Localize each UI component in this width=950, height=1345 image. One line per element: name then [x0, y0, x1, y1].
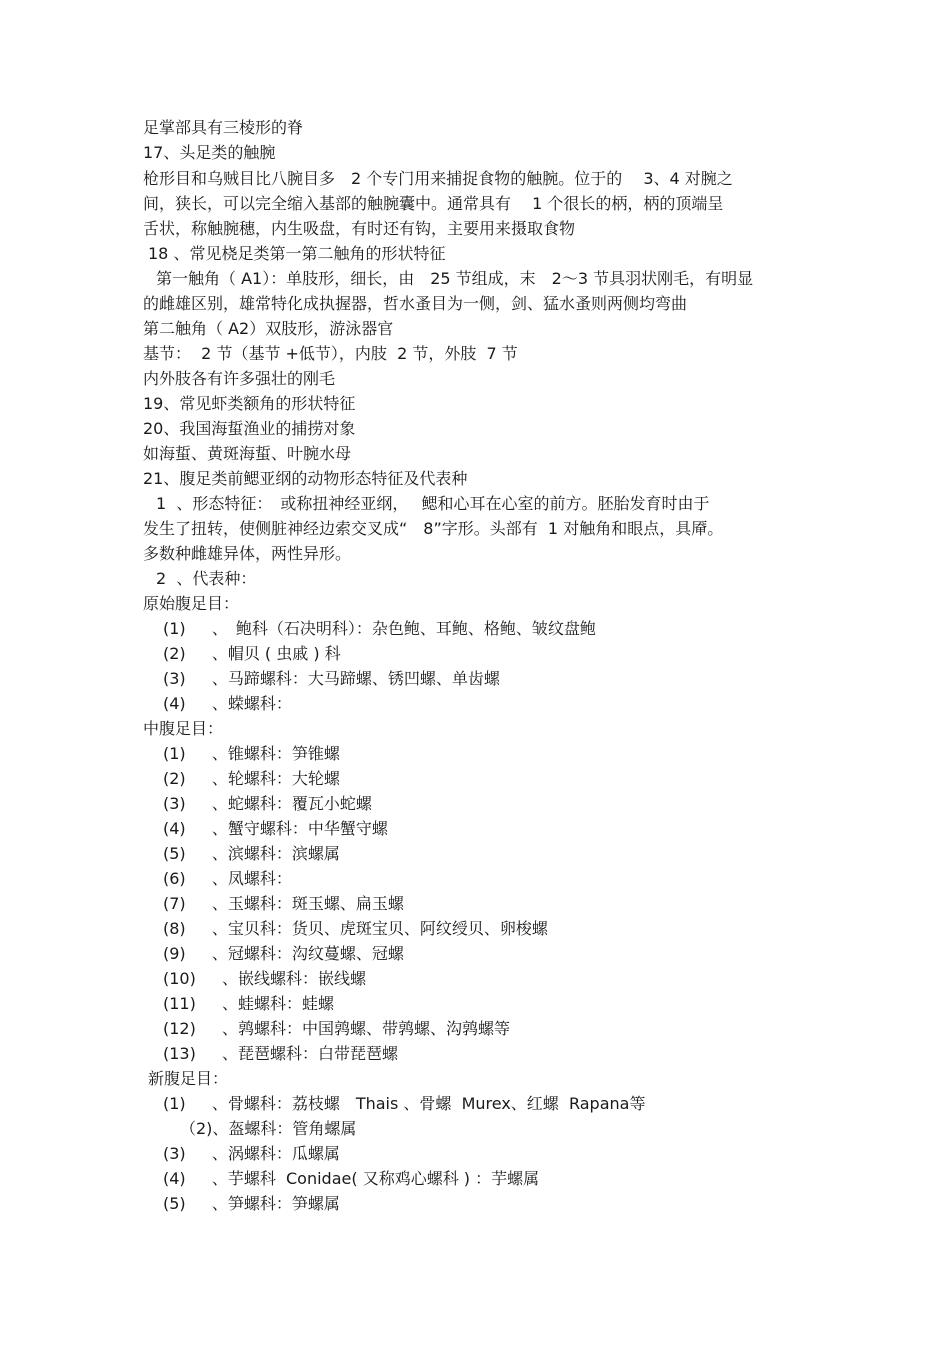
text-line: 内外肢各有许多强壮的刚毛: [143, 369, 336, 388]
section-heading: 18 、常见桡足类第一第二触角的形状特征: [148, 244, 446, 263]
list-item: (1) 、 鲍科（石决明科）：杂色鲍、耳鲍、格鲍、皱纹盘鲍: [163, 619, 596, 638]
order-heading: 原始腹足目：: [143, 594, 240, 613]
list-item: (10) 、嵌线螺科：嵌线螺: [163, 969, 367, 988]
text-line: 1 、形态特征： 或称扭神经亚纲， 鳃和心耳在心室的前方。胚胎发育时由于: [156, 494, 710, 513]
text-line: 第二触角（ A2）双肢形，游泳器官: [143, 319, 394, 338]
text-line: 的雌雄区别，雄常特化成执握器，哲水蚤目为一侧，剑、猛水蚤则两侧均弯曲: [143, 294, 688, 313]
list-item: (2) 、帽贝 ( 虫戚 ) 科: [163, 644, 341, 663]
text-line: 如海蜇、黄斑海蜇、叶腕水母: [143, 444, 352, 463]
list-item: (5) 、笋螺科：笋螺属: [163, 1194, 340, 1213]
list-item: (12) 、鹑螺科：中国鹑螺、带鹑螺、沟鹑螺等: [163, 1019, 511, 1038]
list-item: (1) 、骨螺科：荔枝螺 Thais 、骨螺 Murex、红螺 Rapana等: [163, 1094, 646, 1113]
list-item: (8) 、宝贝科：货贝、虎斑宝贝、阿纹绶贝、卵梭螺: [163, 919, 548, 938]
list-item: (6) 、凤螺科：: [163, 869, 292, 888]
text-line: 基节： 2 节（基节 +低节），内肢 2 节，外肢 7 节: [143, 344, 518, 363]
text-line: 枪形目和乌贼目比八腕目多 2 个专门用来捕捉食物的触腕。位于的 3、4 对腕之: [143, 169, 733, 188]
list-item: (3) 、涡螺科：瓜螺属: [163, 1144, 340, 1163]
list-item: (3) 、马蹄螺科：大马蹄螺、锈凹螺、单齿螺: [163, 669, 500, 688]
section-heading: 17、头足类的触腕: [143, 143, 276, 162]
text-line: 舌状，称触腕穗，内生吸盘，有时还有钩，主要用来摄取食物: [143, 219, 576, 238]
text-line: 足掌部具有三棱形的脊: [143, 118, 304, 137]
text-line: 发生了扭转，使侧脏神经边索交叉成“ 8”字形。头部有 1 对触角和眼点，具厣。: [143, 519, 724, 538]
list-item: (9) 、冠螺科：沟纹蔓螺、冠螺: [163, 944, 404, 963]
list-item: (13) 、琵琶螺科：白带琵琶螺: [163, 1044, 399, 1063]
list-item: (7) 、玉螺科：斑玉螺、扁玉螺: [163, 894, 404, 913]
text-line: 第一触角（ A1）：单肢形，细长，由 25 节组成，末 2～3 节具羽状刚毛，有明显: [156, 269, 754, 288]
order-heading: 新腹足目：: [148, 1069, 229, 1088]
order-heading: 中腹足目：: [143, 719, 224, 738]
section-heading: 19、常见虾类额角的形状特征: [143, 394, 356, 413]
list-item: (1) 、锥螺科：笋锥螺: [163, 744, 340, 763]
section-heading: 20、我国海蜇渔业的捕捞对象: [143, 419, 356, 438]
section-heading: 21、腹足类前鳃亚纲的动物形态特征及代表种: [143, 469, 468, 488]
list-item: (11) 、蛙螺科：蛙螺: [163, 994, 335, 1013]
text-line: 间，狭长，可以完全缩入基部的触腕囊中。通常具有 1 个很长的柄，柄的顶端呈: [143, 194, 724, 213]
list-item: (2) 、轮螺科：大轮螺: [163, 769, 340, 788]
list-item: (5) 、滨螺科：滨螺属: [163, 844, 340, 863]
list-item: (4) 、蟹守螺科：中华蟹守螺: [163, 819, 388, 838]
list-item: (3) 、蛇螺科：覆瓦小蛇螺: [163, 794, 372, 813]
list-item: (4) 、蝾螺科：: [163, 694, 292, 713]
list-item: （2)、盔螺科：管角螺属: [180, 1119, 357, 1138]
list-item: (4) 、芋螺科 Conidae( 又称鸡心螺科 ) ：芋螺属: [163, 1169, 540, 1188]
text-line: 多数种雌雄异体，两性异形。: [143, 544, 352, 563]
text-line: 2 、代表种：: [156, 569, 257, 588]
